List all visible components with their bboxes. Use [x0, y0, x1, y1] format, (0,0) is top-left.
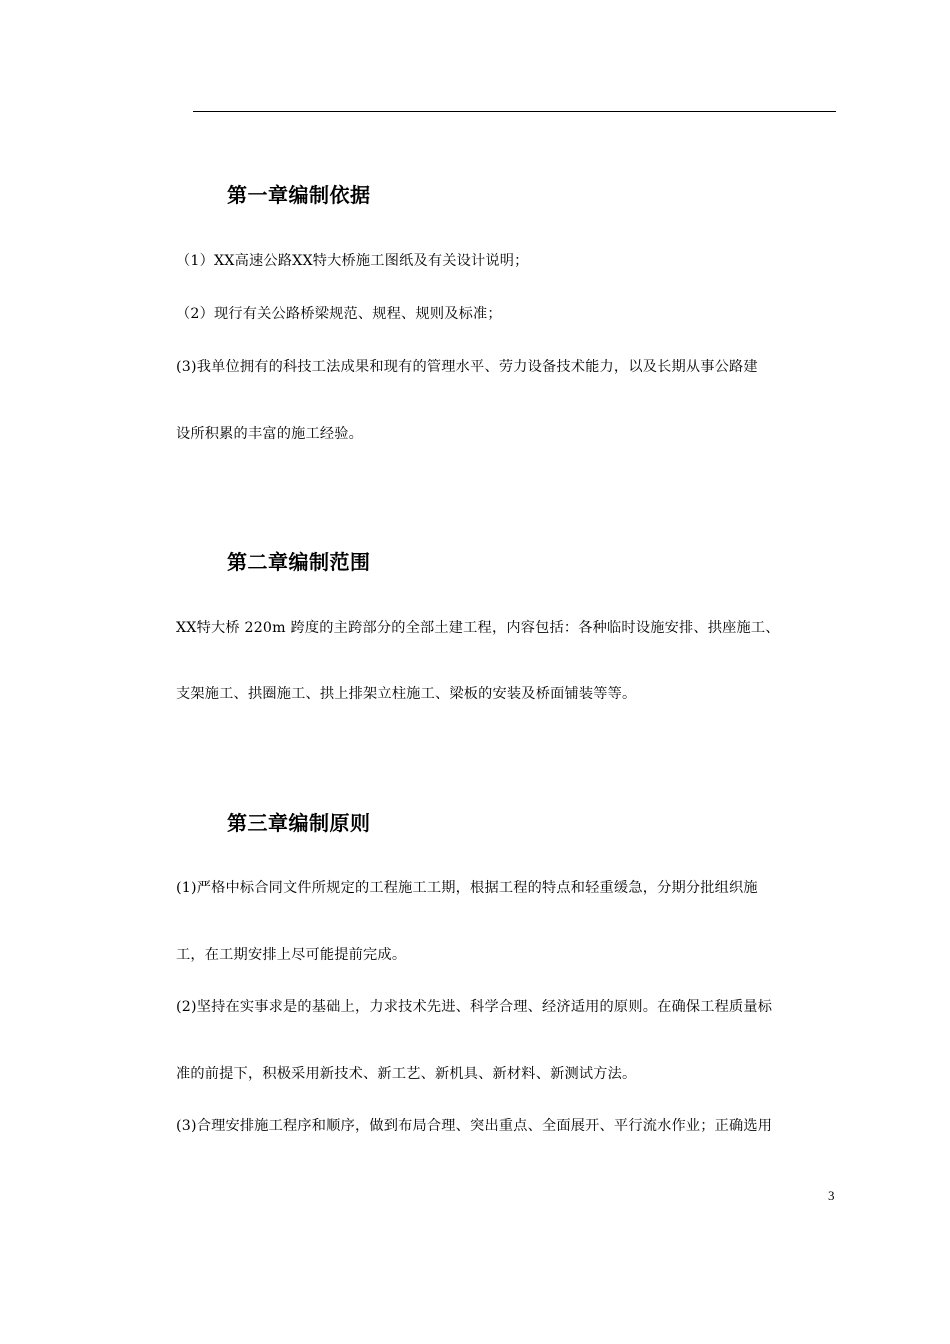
header-rule — [193, 111, 836, 112]
chapter2-line-2: 支架施工、拱圈施工、拱上排架立柱施工、梁板的安装及桥面铺装等等。 — [176, 686, 637, 702]
page-number: 3 — [828, 1188, 835, 1203]
chapter3-line-3: (2)坚持在实事求是的基础上，力求技术先进、科学合理、经济适用的原则。在确保工程质量标 — [176, 999, 773, 1015]
chapter1-item-1: （1）XX高速公路XX特大桥施工图纸及有关设计说明； — [176, 253, 529, 269]
chapter3-line-1: (1)严格中标合同文件所规定的工程施工工期，根据工程的特点和轻重缓急，分期分批组织施 — [176, 880, 758, 896]
chapter1-item-3-cont: 设所积累的丰富的施工经验。 — [176, 426, 364, 442]
chapter1-item-2: （2）现行有关公路桥梁规范、规程、规则及标准； — [176, 306, 502, 322]
chapter3-line-4: 准的前提下，积极采用新技术、新工艺、新机具、新材料、新测试方法。 — [176, 1066, 637, 1082]
chapter3-line-2: 工，在工期安排上尽可能提前完成。 — [176, 947, 407, 963]
chapter3-heading: 第三章编制原则 — [227, 811, 371, 835]
chapter3-line-5: (3)合理安排施工程序和顺序，做到布局合理、突出重点、全面展开、平行流水作业；正确选用 — [176, 1118, 773, 1134]
chapter2-line-1: XX特大桥 220m 跨度的主跨部分的全部土建工程，内容包括：各种临时设施安排、拱座施工、 — [176, 620, 780, 636]
chapter2-heading: 第二章编制范围 — [227, 550, 371, 574]
chapter1-heading: 第一章编制依据 — [227, 183, 371, 207]
chapter1-item-3: (3)我单位拥有的科技工法成果和现有的管理水平、劳力设备技术能力，以及长期从事公路建 — [176, 359, 758, 375]
